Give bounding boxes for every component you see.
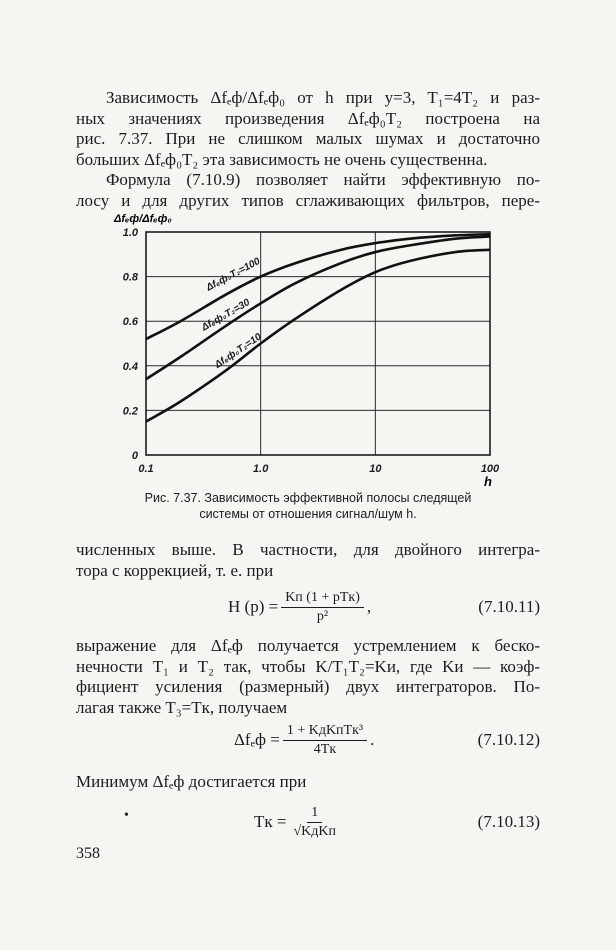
equation-denominator: 4Tк — [313, 741, 337, 757]
paragraph-line: Зависимость Δfₑф/Δfₑф₀ от h при y=3, T₁=4T₂ и раз- — [106, 88, 540, 107]
equation-lhs: Tк = — [254, 812, 287, 831]
equation-trail: . — [370, 730, 375, 749]
y-tick-label: 0.4 — [122, 360, 138, 373]
y-tick-label: 0.2 — [122, 405, 138, 418]
x-tick-label: 10 — [369, 463, 382, 475]
equation-denominator: p² — [316, 608, 329, 624]
series-label: Δfₑф₀T₂=10 — [212, 331, 264, 371]
chart-ticks — [123, 227, 500, 475]
paragraph-3 — [76, 540, 540, 581]
equation-fraction — [283, 723, 367, 758]
y-tick-label: 1.0 — [122, 227, 138, 239]
series-line — [146, 236, 490, 379]
x-tick-label: 100 — [480, 463, 500, 475]
paragraph-line: ных значениях произведения Δfₑф₀T₂ построена на — [76, 108, 540, 128]
paragraph-line: лагая также T₃=Tк, получаем — [76, 697, 288, 717]
paragraph-line: численных выше. В частности, для двойного интегра- — [76, 540, 540, 559]
y-axis-label: Δfₑф/Δfₑф₀ — [114, 213, 172, 225]
equation-numerator: 1 — [307, 805, 322, 823]
equation-7-10-13 — [76, 800, 540, 844]
x-tick-label: 1.0 — [253, 463, 269, 475]
chart-grid — [146, 232, 490, 455]
equation-number: (7.10.13) — [477, 812, 540, 831]
series-line — [146, 250, 490, 422]
caption-line: системы от отношения сигнал/шум h. — [199, 507, 417, 521]
chart-frame — [146, 232, 490, 455]
y-tick-label: 0.6 — [122, 316, 138, 329]
paragraph-line: Минимум Δfₑф достигается при — [76, 772, 307, 791]
equation-numerator: 1 + KдKпTк³ — [283, 723, 367, 741]
paragraph-4 — [76, 636, 540, 718]
series-label: Δfₑф₀T₂=30 — [199, 297, 252, 334]
equation-trail: , — [366, 597, 372, 616]
paragraph-line: тора с коррекцией, т. е. при — [76, 560, 274, 580]
equation-number: (7.10.11) — [478, 597, 540, 616]
paragraph-line: рис. 7.37. При не слишком малых шумах и достаточно — [76, 129, 540, 148]
paragraph-line: лосу и для других типов сглаживающих фильтров, пере- — [76, 190, 540, 210]
x-tick-label: 0.1 — [138, 463, 154, 475]
series-label: Δfₑф₀T₂=100 — [204, 255, 263, 294]
equation-lhs: H (p) = — [228, 597, 279, 616]
equation-lhs: Δfₑф = — [234, 730, 280, 749]
equation-7-10-12 — [76, 718, 540, 762]
y-tick-label: 0.8 — [122, 271, 138, 284]
chart-series — [146, 234, 490, 421]
paragraph-line: нечности T₁ и T₂ так, чтобы K/T₁T₂=Kи, где Kи — коэф- — [76, 656, 540, 676]
plot-frame — [146, 232, 490, 455]
equation-numerator: Kп (1 + pTк) — [281, 590, 364, 608]
paragraph-line: больших Δfₑф₀T₂ эта зависимость не очень существенна. — [76, 149, 488, 169]
equation-7-10-11 — [76, 585, 540, 629]
equation-number: (7.10.12) — [477, 730, 540, 749]
paragraph-5 — [76, 772, 540, 793]
caption-line: Рис. 7.37. Зависимость эффективной полосы следящей — [144, 491, 472, 505]
paragraph-line: фициент усиления (размерный) двух интеграторов. По- — [76, 677, 540, 696]
equation-denominator: √KдKп — [293, 823, 337, 839]
paragraph-line: выражение для Δfₑф получается устремлением к беско- — [76, 636, 540, 655]
series-line — [146, 234, 490, 339]
paragraph-1 — [76, 88, 540, 170]
equation-fraction — [281, 590, 364, 625]
bullet-mark: • — [124, 808, 129, 823]
page-number: 358 — [76, 845, 100, 862]
figure-chart — [0, 205, 616, 490]
figure-caption — [76, 490, 540, 522]
x-axis-label: h — [484, 474, 492, 489]
paragraph-line: Формула (7.10.9) позволяет найти эффективную по- — [106, 170, 540, 189]
equation-fraction — [289, 805, 340, 840]
y-tick-label: 0 — [131, 450, 138, 462]
